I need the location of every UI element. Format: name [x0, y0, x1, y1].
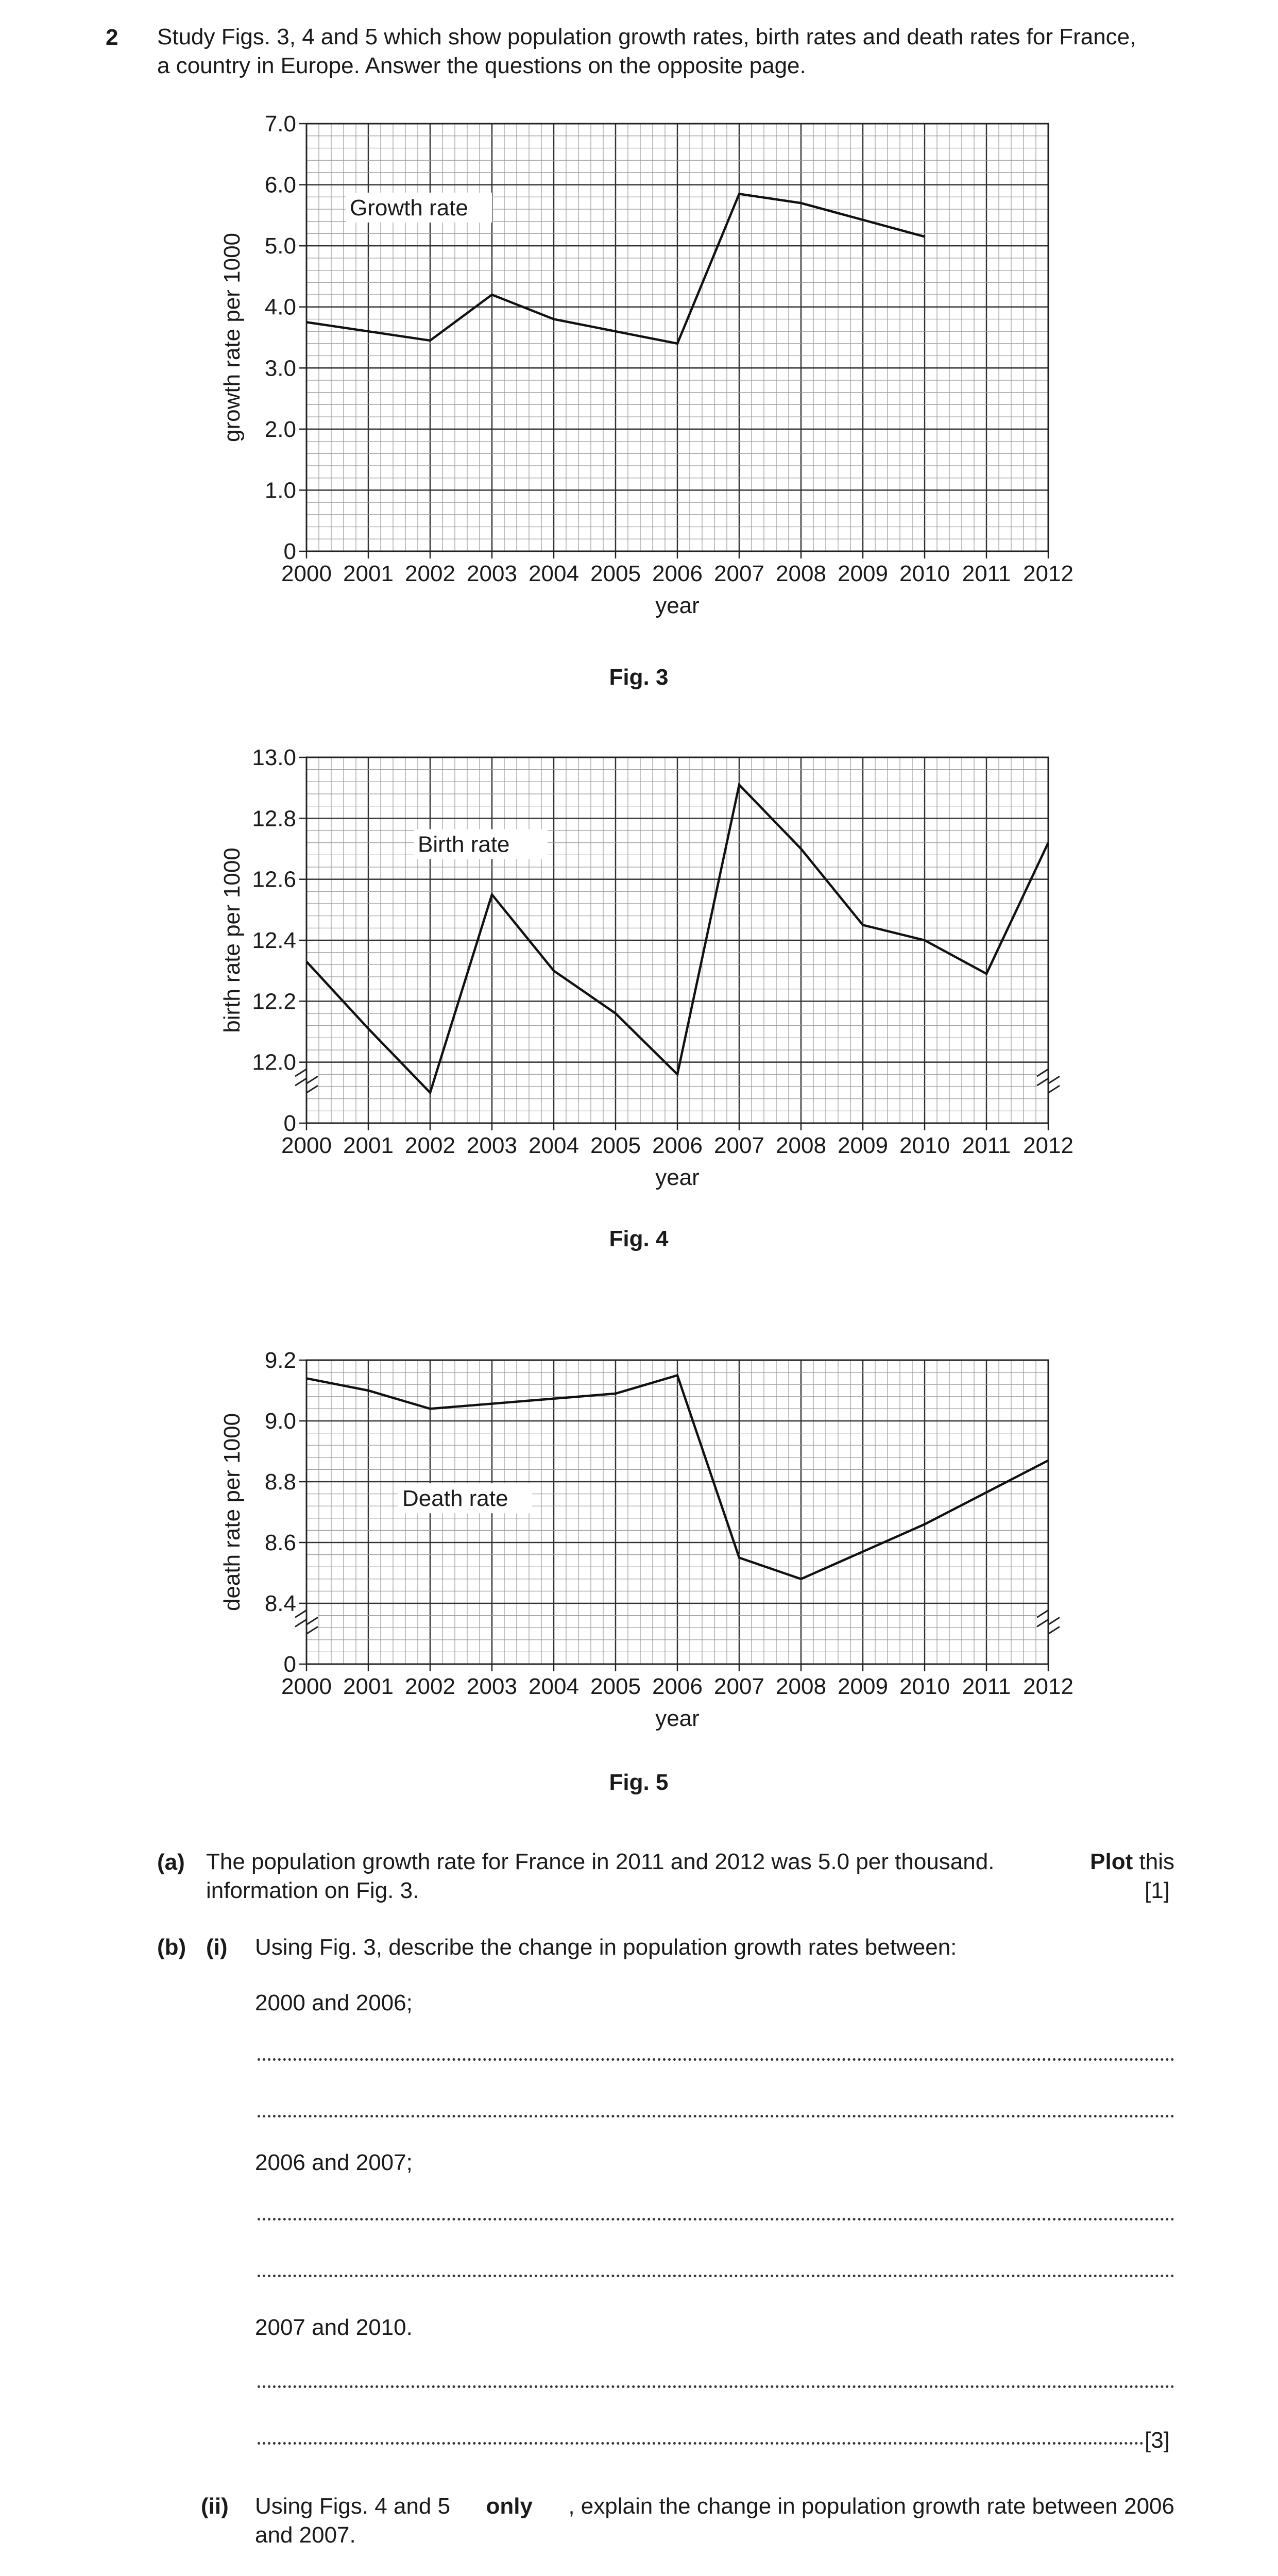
x-tick-label: 2004 — [529, 561, 579, 586]
x-tick-label: 2001 — [343, 1674, 394, 1699]
answer-line-b-i-4[interactable] — [258, 2275, 1174, 2277]
x-tick-label: 2011 — [962, 1674, 1011, 1699]
part-b-ii-text-bold: only — [486, 2494, 533, 2519]
y-tick-label: 4.0 — [264, 294, 296, 320]
x-tick-label: 2012 — [1023, 561, 1073, 586]
x-tick-label: 2008 — [776, 561, 826, 586]
part-a-text-line1 — [206, 1848, 1174, 1876]
x-tick-label: 2000 — [281, 1133, 332, 1158]
x-tick-label: 2009 — [838, 561, 888, 586]
y-tick-label: 0 — [283, 1652, 296, 1677]
y-tick-label: 13.0 — [252, 745, 296, 770]
y-tick-label: 7.0 — [264, 111, 296, 137]
x-tick-label: 2002 — [405, 1133, 455, 1158]
x-tick-label: 2012 — [1023, 1674, 1073, 1699]
part-b-ii-text-post: , explain the change in population growth rate between 2006 — [568, 2494, 1174, 2519]
x-tick-label: 2003 — [467, 561, 517, 586]
part-b-ii-text-line2: and 2007. — [255, 2522, 356, 2548]
y-tick-label: 12.6 — [252, 867, 296, 892]
x-tick-label: 2000 — [281, 561, 332, 586]
part-a-text-pre: The population growth rate for France in 2011 and 2012 was 5.0 per thousand. — [206, 1849, 995, 1874]
fig3-growth-rate-chart — [196, 103, 1097, 644]
period-2006-2007: 2006 and 2007; — [255, 2150, 413, 2175]
part-a-text-line2: information on Fig. 3. — [206, 1878, 419, 1903]
y-axis-label: death rate per 1000 — [219, 1413, 245, 1612]
part-a-label: (a) — [157, 1850, 185, 1875]
x-tick-label: 2007 — [714, 1133, 764, 1158]
answer-line-b-i-6[interactable] — [258, 2442, 1144, 2445]
x-tick-label: 2004 — [529, 1674, 579, 1699]
x-tick-label: 2010 — [899, 561, 950, 586]
x-tick-label: 2000 — [281, 1674, 332, 1699]
x-tick-label: 2010 — [899, 1133, 950, 1158]
chart-1-group — [219, 111, 1073, 618]
x-tick-label: 2006 — [652, 561, 703, 586]
answer-line-b-i-1[interactable] — [258, 2058, 1174, 2061]
x-tick-label: 2003 — [467, 1133, 517, 1158]
y-tick-label: 6.0 — [264, 172, 296, 198]
fig5-caption: Fig. 5 — [609, 1770, 669, 1795]
y-tick-label: 12.8 — [252, 806, 296, 832]
part-b-i-text: Using Fig. 3, describe the change in population growth rates between: — [255, 1935, 957, 1960]
x-tick-label: 2005 — [590, 561, 641, 586]
part-b-ii-text-line1 — [255, 2492, 1174, 2521]
answer-line-b-i-2[interactable] — [258, 2115, 1174, 2117]
x-tick-label: 2008 — [776, 1674, 826, 1699]
y-tick-label: 12.0 — [252, 1049, 296, 1075]
chart-3-group — [219, 1348, 1073, 1731]
y-axis-label: birth rate per 1000 — [219, 848, 245, 1033]
x-tick-label: 2001 — [343, 1133, 394, 1158]
x-tick-label: 2006 — [652, 1674, 703, 1699]
x-tick-label: 2003 — [467, 1674, 517, 1699]
part-b-i-mark: [3] — [1145, 2428, 1170, 2453]
x-tick-label: 2002 — [405, 561, 455, 586]
fig4-caption: Fig. 4 — [609, 1226, 669, 1251]
y-tick-label: 5.0 — [264, 233, 296, 259]
series-label: Birth rate — [418, 832, 510, 857]
part-b-label: (b) — [157, 1935, 186, 1960]
y-tick-label: 2.0 — [264, 416, 296, 442]
answer-line-b-i-5[interactable] — [258, 2385, 1174, 2388]
x-tick-label: 2005 — [590, 1133, 641, 1158]
x-tick-label: 2011 — [962, 1133, 1011, 1158]
x-tick-label: 2008 — [776, 1133, 826, 1158]
x-tick-label: 2007 — [714, 561, 764, 586]
y-tick-label: 9.2 — [264, 1348, 296, 1373]
series-label: Growth rate — [350, 195, 468, 221]
x-tick-label: 2005 — [590, 1674, 641, 1699]
fig4-birth-rate-chart — [196, 737, 1097, 1200]
x-tick-label: 2011 — [962, 561, 1011, 586]
x-tick-label: 2007 — [714, 1674, 764, 1699]
period-2000-2006: 2000 and 2006; — [255, 1990, 413, 2015]
part-a-text-bold: Plot — [1090, 1849, 1133, 1874]
y-tick-label: 1.0 — [264, 478, 296, 503]
fig3-caption: Fig. 3 — [609, 665, 669, 690]
x-tick-label: 2009 — [838, 1133, 888, 1158]
x-axis-label: year — [655, 1706, 700, 1731]
question-intro-line2: a country in Europe. Answer the questions on the opposite page. — [157, 53, 806, 78]
x-tick-label: 2012 — [1023, 1133, 1073, 1158]
y-tick-label: 12.4 — [252, 928, 296, 953]
y-tick-label: 9.0 — [264, 1409, 296, 1434]
y-tick-label: 0 — [283, 1111, 296, 1136]
fig5-death-rate-chart — [196, 1340, 1097, 1741]
series-label: Death rate — [402, 1486, 508, 1512]
x-axis-label: year — [655, 1165, 700, 1190]
y-tick-label: 12.2 — [252, 989, 296, 1014]
question-intro-line1: Study Figs. 3, 4 and 5 which show population growth rates, birth rates and death rates for France, — [157, 24, 1136, 49]
x-tick-label: 2010 — [899, 1674, 950, 1699]
part-b-ii-label: (ii) — [201, 2494, 229, 2519]
part-a-text-post: this — [1139, 1849, 1174, 1874]
y-tick-label: 0 — [283, 539, 296, 564]
part-b-i-label: (i) — [206, 1935, 228, 1960]
x-tick-label: 2001 — [343, 561, 394, 586]
y-axis-label: growth rate per 1000 — [219, 232, 245, 443]
y-tick-label: 8.6 — [264, 1530, 296, 1555]
part-a-text-tail — [1090, 1848, 1174, 1876]
chart-2-group — [219, 745, 1073, 1190]
answer-line-b-i-3[interactable] — [258, 2218, 1174, 2221]
y-tick-label: 8.8 — [264, 1469, 296, 1495]
x-tick-label: 2004 — [529, 1133, 579, 1158]
y-tick-label: 3.0 — [264, 355, 296, 381]
question-number: 2 — [106, 25, 118, 50]
x-axis-label: year — [655, 593, 700, 618]
y-tick-label: 8.4 — [264, 1591, 296, 1616]
part-b-ii-text-pre: Using Figs. 4 and 5 — [255, 2494, 451, 2519]
x-tick-label: 2002 — [405, 1674, 455, 1699]
x-tick-label: 2006 — [652, 1133, 703, 1158]
period-2007-2010: 2007 and 2010. — [255, 2315, 413, 2340]
part-a-mark: [1] — [1145, 1878, 1170, 1903]
x-tick-label: 2009 — [838, 1674, 888, 1699]
